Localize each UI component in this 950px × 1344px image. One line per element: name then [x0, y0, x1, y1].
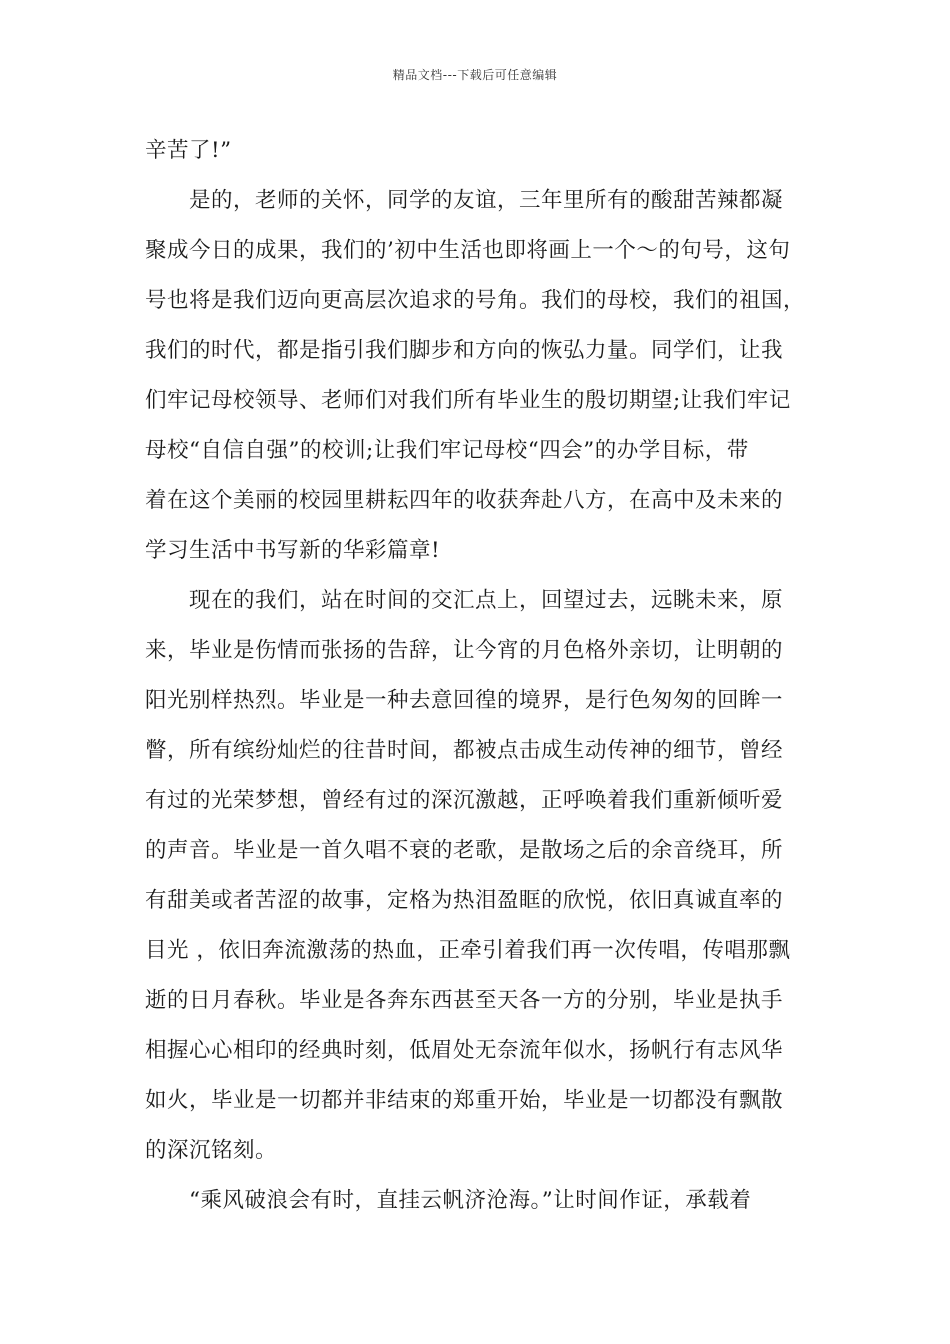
text-line: 母校“自信自强”的校训;让我们牢记母校“四会”的办学目标，带	[145, 438, 749, 463]
text-line: 的深沉铭刻。	[145, 1138, 278, 1163]
text-line: 瞥，所有缤纷灿烂的往昔时间，都被点击成生动传神的细节，曾经	[145, 738, 784, 763]
text-line: 来，毕业是伤情而张扬的告辞，让今宵的月色格外亲切，让明朝的	[145, 638, 784, 663]
text-line: 阳光别样热烈。毕业是一种去意回徨的境界，是行色匆匆的回眸一	[145, 688, 784, 713]
text-line: 现在的我们，站在时间的交汇点上，回望过去，远眺未来，原	[189, 588, 784, 613]
text-line: 逝的日月春秋。毕业是各奔东西甚至天各一方的分别，毕业是执手	[145, 988, 784, 1013]
text-line: 我们的时代，都是指引我们脚步和方向的恢弘力量。同学们，让我	[145, 338, 784, 363]
text-line: 着在这个美丽的校园里耕耘四年的收获奔赴八方，在高中及未来的	[145, 488, 784, 513]
page-header: 精品文档---下载后可任意编辑	[392, 68, 558, 82]
text-line: 有过的光荣梦想，曾经有过的深沉激越，正呼唤着我们重新倾听爱	[145, 788, 784, 813]
text-line: 聚成今日的成果，我们的’初中生活也即将画上一个～的句号，这句	[145, 238, 791, 263]
text-line: 如火，毕业是一切都并非结束的郑重开始，毕业是一切都没有飘散	[145, 1088, 784, 1113]
text-line: 的声音。毕业是一首久唱不衰的老歌，是散场之后的余音绕耳，所	[145, 838, 784, 863]
text-line: 号也将是我们迈向更高层次追求的号角。我们的母校，我们的祖国，	[145, 288, 806, 313]
text-line: 有甜美或者苦涩的故事，定格为热泪盈眶的欣悦，依旧真诚直率的	[145, 888, 784, 913]
text-line: 辛苦了!”	[145, 138, 232, 163]
text-line: 们牢记母校领导、老师们对我们所有毕业生的殷切期望;让我们牢记	[145, 388, 791, 413]
text-line: 目光 ，依旧奔流激荡的热血，正牵引着我们再一次传唱，传唱那飘	[145, 938, 791, 963]
text-line: 学习生活中书写新的华彩篇章!	[145, 538, 441, 563]
text-line: 是的，老师的关怀，同学的友谊，三年里所有的酸甜苦辣都凝	[189, 188, 784, 213]
text-line: “乘风破浪会有时，直挂云帆济沧海。”让时间作证，承载着	[189, 1188, 752, 1213]
document-body	[145, 126, 817, 1226]
text-line: 相握心心相印的经典时刻，低眉处无奈流年似水，扬帆行有志风华	[145, 1038, 784, 1063]
